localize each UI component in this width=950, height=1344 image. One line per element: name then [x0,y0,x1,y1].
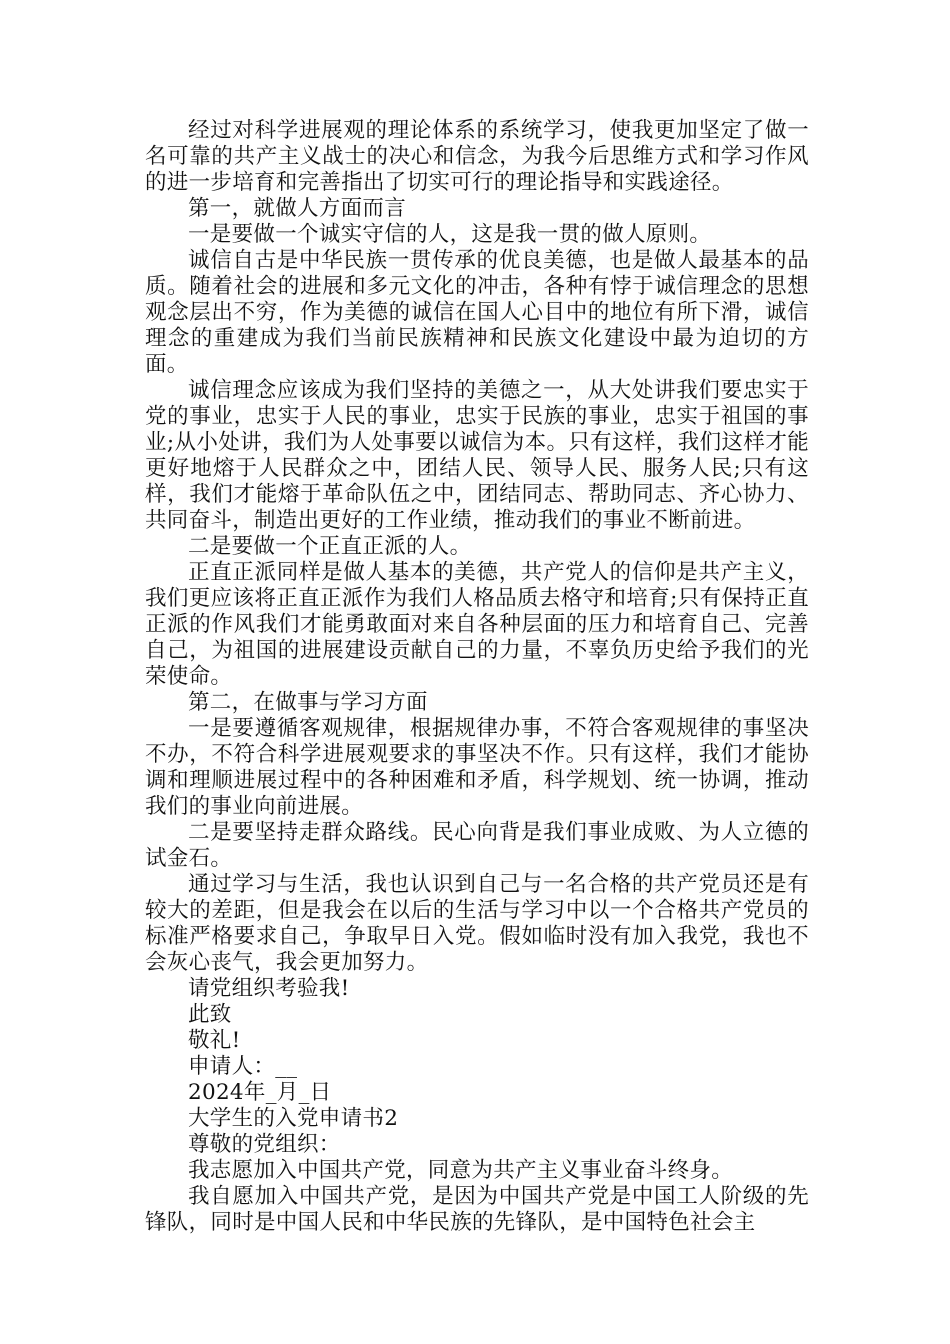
paragraph: 诚信理念应该成为我们坚持的美德之一，从大处讲我们要忠实于党的事业，忠实于人民的事业，忠实于民族的事业，忠实于祖国的事业;从小处讲，我们为人处事要以诚信为本。只有这样，我们这样才能更好地熔于人民群众之中，团结人民、领导人民、服务人民;只有这样，我们才能熔于革命队伍之中，团结同志、帮助同志、齐心协力、共同奋斗，制造出更好的工作业绩，推动我们的事业不断前进。 [145,378,809,533]
paragraph: 诚信自古是中华民族一贯传承的优良美德，也是做人最基本的品质。随着社会的进展和多元文化的冲击，各种有悖于诚信理念的思想观念层出不穷，作为美德的诚信在国人心目中的地位有所下滑，诚信理念的重建成为我们当前民族精神和民族文化建设中最为迫切的方面。 [145,248,809,377]
paragraph: 二是要坚持走群众路线。民心向背是我们事业成败、为人立德的试金石。 [145,820,809,871]
paragraph: 我自愿加入中国共产党，是因为中国共产党是中国工人阶级的先锋队，同时是中国人民和中华民族的先锋队，是中国特色社会主 [145,1184,809,1235]
section-heading: 第二，在做事与学习方面 [188,690,428,715]
paragraph: 经过对科学进展观的理论体系的系统学习，使我更加坚定了做一名可靠的共产主义战士的决心和信念，为我今后思维方式和学习作风的进一步培育和完善指出了切实可行的理论指导和实践途径。 [145,118,809,195]
closing-request: 请党组织考验我! [188,976,350,1001]
date-line: 2024年_月_日 [188,1080,332,1105]
paragraph: 正直正派同样是做人基本的美德，共产党人的信仰是共产主义，我们更应该将正直正派作为我们人格品质去格守和培育;只有保持正直正派的作风我们才能勇敢面对来自各种层面的压力和培育自己、完善自己，为祖国的进展建设贡献自己的力量，不辜负历史给予我们的光荣使命。 [145,560,809,689]
applicant-signature: 申请人：__ [188,1054,298,1079]
closing-salutation: 此致 [188,1002,232,1027]
closing-regards: 敬礼! [188,1028,241,1053]
paragraph: 二是要做一个正直正派的人。 [188,534,472,559]
paragraph: 一是要遵循客观规律，根据规律办事，不符合客观规律的事坚决不办，不符合科学进展观要求的事坚决不作。只有这样，我们才能协调和理顺进展过程中的各种困难和矛盾，科学规划、统一协调，推动我们的事业向前进展。 [145,716,809,819]
section-heading: 第一，就做人方面而言 [188,196,407,221]
paragraph: 通过学习与生活，我也认识到自己与一名合格的共产党员还是有较大的差距，但是我会在以后的生活与学习中以一个合格共产党员的标准严格要求自己，争取早日入党。假如临时没有加入我党，我也不会灰心丧气，我会更加努力。 [145,872,809,975]
document-page [145,118,809,1236]
document-title: 大学生的入党申请书2 [188,1106,399,1131]
greeting: 尊敬的党组织： [188,1132,341,1157]
paragraph: 一是要做一个诚实守信的人，这是我一贯的做人原则。 [188,222,712,247]
paragraph: 我志愿加入中国共产党，同意为共产主义事业奋斗终身。 [188,1158,734,1183]
